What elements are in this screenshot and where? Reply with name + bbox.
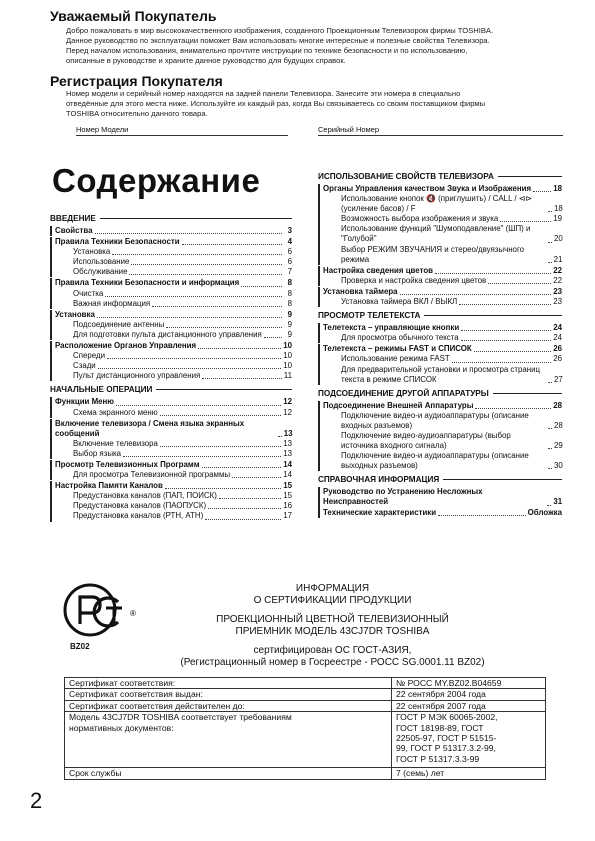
toc-entry[interactable] xyxy=(323,214,562,224)
registration-line: Номер модели и серийный номер находятся на задней панели Телевизора. Занесите эти номера в специально xyxy=(66,89,461,98)
toc-section-heading-text: СПРАВОЧНАЯ ИНФОРМАЦИЯ xyxy=(318,475,440,485)
serial-number-field[interactable] xyxy=(318,125,563,136)
toc-heading-rule xyxy=(424,315,562,316)
toc-dot-leader xyxy=(435,273,551,274)
cert-label: Срок службы xyxy=(65,768,392,779)
toc-entry[interactable] xyxy=(323,508,562,518)
toc-page-number: 14 xyxy=(283,470,292,480)
toc-page-number: 10 xyxy=(283,361,292,371)
toc-entry[interactable] xyxy=(55,351,292,361)
toc-entry[interactable] xyxy=(323,487,562,507)
toc-page-number: 22 xyxy=(553,275,562,285)
toc-dot-leader xyxy=(459,304,551,305)
toc-page-number: 7 xyxy=(287,267,292,277)
toc-dot-leader xyxy=(95,233,282,234)
registration-text xyxy=(66,89,581,119)
toc-dot-leader xyxy=(182,244,282,245)
toc-group xyxy=(50,397,292,417)
toc-entry-text: Правила Техники Безопасности xyxy=(55,237,180,247)
toc-entry-text: Для просмотра Телевизионной программы xyxy=(73,470,231,480)
intro-line: Перед началом использования, внимательно прочтите инструкции по технике безопасности и по использованию, xyxy=(66,46,468,55)
toc-page-number: 15 xyxy=(283,491,292,501)
toc-dot-leader xyxy=(202,378,281,379)
toc-heading-rule xyxy=(493,393,562,394)
cert-label: Сертификат соответствия выдан: xyxy=(65,689,392,700)
intro-line: Добро пожаловать в мир высококачественного изображения, созданного Проекционным Телевизором фирмы TOSHIBA. xyxy=(66,26,494,35)
toc-entry[interactable] xyxy=(55,267,292,277)
toc-page-number: 8 xyxy=(287,288,292,298)
toc-entry[interactable] xyxy=(323,431,562,451)
toc-dot-leader xyxy=(548,468,552,469)
cert-product: ПРОЕКЦИОННЫЙ ЦВЕТНОЙ ТЕЛЕВИЗИОННЫЙ xyxy=(216,614,449,625)
toc-entry-text: Настройка Памяти Каналов xyxy=(55,481,163,491)
toc-section-heading xyxy=(318,171,562,182)
toc-entry[interactable] xyxy=(55,310,292,320)
model-number-label: Номер Модели xyxy=(76,125,129,134)
toc-group xyxy=(50,237,292,277)
toc-entry[interactable] xyxy=(55,361,292,371)
toc-group xyxy=(318,344,562,384)
intro-text xyxy=(66,26,576,66)
toc-entry-text: Установка xyxy=(55,309,95,319)
toc-entry-text: Просмотр Телевизионных Программ xyxy=(55,459,200,469)
toc-page-number: 3 xyxy=(287,226,292,235)
toc-dot-leader xyxy=(160,446,281,447)
toc-entry-text: Правила Техники Безопасности и информация xyxy=(55,278,240,288)
toc-entry-text: Установка таймера ВКЛ / ВЫКЛ xyxy=(341,297,458,307)
toc-entry-text: Очистка xyxy=(73,288,104,298)
toc-dot-leader xyxy=(278,436,282,437)
toc-dot-leader xyxy=(500,221,551,222)
toc-section-heading xyxy=(318,310,562,321)
toc-group xyxy=(50,226,292,236)
toc-entry-text: Подключение видео-аудиоаппаратуры (выбор источника входного сигнала) xyxy=(341,430,511,451)
toc-section-heading-text: НАЧАЛЬНЫЕ ОПЕРАЦИИ xyxy=(50,385,153,395)
toc-page-number: 15 xyxy=(283,481,292,491)
toc-entry-text: Телетекста – режимы FAST и СПИСОК xyxy=(323,344,472,354)
toc-entry[interactable] xyxy=(55,299,292,309)
toc-dot-leader xyxy=(165,488,281,489)
toc-group xyxy=(318,323,562,343)
toc-page-number: 29 xyxy=(554,441,563,451)
toc-dot-leader xyxy=(129,274,282,275)
toc-dot-leader xyxy=(548,448,552,449)
toc-right-column xyxy=(318,168,562,519)
toc-entry[interactable] xyxy=(55,257,292,267)
table-row xyxy=(65,768,546,779)
cert-value: 22 сентября 2007 года xyxy=(392,700,546,711)
toc-entry-text: Важная информация xyxy=(73,298,151,308)
toc-entry[interactable] xyxy=(323,365,562,385)
table-row xyxy=(65,712,546,768)
toc-dot-leader xyxy=(202,467,282,468)
toc-entry[interactable] xyxy=(55,397,292,407)
toc-dot-leader xyxy=(97,317,282,318)
toc-page-number: 30 xyxy=(554,461,563,471)
toc-page-number: 6 xyxy=(287,257,292,267)
toc-entry[interactable] xyxy=(55,460,292,470)
toc-dot-leader xyxy=(488,283,551,284)
toc-entry-text: Расположение Органов Управления xyxy=(55,341,197,351)
toc-entry[interactable] xyxy=(323,297,562,307)
cert-value: 7 (семь) лет xyxy=(392,768,546,779)
toc-entry-text: Предустановка каналов (РТН, АТН) xyxy=(73,511,204,521)
toc-heading-rule xyxy=(443,479,562,480)
toc-entry-text: Включение телевизора / Смена языка экранных сообщений xyxy=(55,418,245,438)
toc-entry-text: Установка таймера xyxy=(323,286,398,296)
toc-entry-text: Руководство по Устранению Несложных Неисправностей xyxy=(323,487,483,507)
toc-entry-text: Предустановка каналов (ПАП, ПОИСК) xyxy=(73,491,217,501)
cert-label: Модель 43CJ7DR TOSHIBA соответствует требованиям нормативных документов: xyxy=(65,712,392,768)
toc-page-number: 18 xyxy=(554,204,563,214)
toc-group xyxy=(50,278,292,308)
toc-dot-leader xyxy=(461,340,552,341)
toc-dot-leader xyxy=(116,405,281,406)
toc-entry[interactable] xyxy=(55,226,292,236)
svg-text:®: ® xyxy=(130,609,136,618)
toc-entry-text: Выбор РЕЖИМ ЗВУЧАНИЯ и стерео/двуязычного режима xyxy=(341,244,525,264)
toc-entry[interactable] xyxy=(55,408,292,418)
toc-page-number: 28 xyxy=(553,400,562,410)
toc-entry[interactable] xyxy=(55,470,292,480)
toc-section-heading xyxy=(50,213,292,224)
toc-page-number: 26 xyxy=(553,354,562,364)
toc-entry[interactable] xyxy=(323,194,562,214)
toc-dot-leader xyxy=(547,505,551,506)
toc-section-heading-text: ИСПОЛЬЗОВАНИЕ СВОЙСТВ ТЕЛЕВИЗОРА xyxy=(318,172,494,181)
toc-group xyxy=(50,310,292,340)
toc-entry-text: Настройка сведения цветов xyxy=(323,265,434,275)
table-row xyxy=(65,678,546,689)
toc-dot-leader xyxy=(241,286,282,287)
toc-dot-leader xyxy=(160,415,282,416)
toc-group xyxy=(318,287,562,307)
toc-page-number: 10 xyxy=(283,351,292,361)
registration-line: отведённые для этого места ниже. Используйте их каждый раз, когда Вы связываетесь со своим поставщиком фирмы xyxy=(66,99,486,108)
toc-page-number: 21 xyxy=(553,254,563,264)
toc-group xyxy=(318,487,562,517)
toc-dot-leader xyxy=(474,351,551,352)
toc-page-number: 22 xyxy=(553,265,562,275)
table-row xyxy=(65,700,546,711)
toc-entry[interactable] xyxy=(55,330,292,340)
toc-group xyxy=(50,460,292,480)
toc-section-heading xyxy=(318,388,562,399)
toc-page-number: 9 xyxy=(287,309,292,319)
toc-page-number: 13 xyxy=(283,448,292,458)
toc-entry-text: Использование xyxy=(73,257,130,267)
cert-table xyxy=(64,677,546,780)
toc-dot-leader xyxy=(548,242,552,243)
toc-page-number: 20 xyxy=(554,234,563,244)
toc-dot-leader xyxy=(107,358,281,359)
toc-dot-leader xyxy=(98,368,282,369)
toc-dot-leader xyxy=(548,211,552,212)
toc-entry-text: Для просмотра обычного текста xyxy=(341,333,459,343)
toc-entry-text: Возможность выбора изображения и звука xyxy=(341,214,499,224)
toc-entry-text: Подсоединение Внешней Аппаратуры xyxy=(323,400,474,410)
toc-entry[interactable] xyxy=(55,341,292,351)
intro-line: Данное руководство по эксплуатации поможет Вам использовать многие интересные и полезные свойства Телевизора. xyxy=(66,36,490,45)
toc-entry[interactable] xyxy=(55,511,292,521)
intro-title: Уважаемый Покупатель xyxy=(50,8,217,24)
toc-page-number: 9 xyxy=(287,319,292,329)
toc-entry[interactable] xyxy=(323,287,562,297)
toc-entry[interactable] xyxy=(323,245,562,265)
toc-entry-text: Функции Меню xyxy=(55,397,115,407)
cert-value: 22 сентября 2004 года xyxy=(392,689,546,700)
toc-page-number: 24 xyxy=(553,323,562,333)
toc-dot-leader xyxy=(264,337,282,338)
cert-product: ПРИЕМНИК МОДЕЛЬ 43CJ7DR TOSHIBA xyxy=(235,626,430,637)
cert-label: Сертификат соответствия: xyxy=(65,678,392,689)
cert-heading: О СЕРТИФИКАЦИИ ПРОДУКЦИИ xyxy=(253,595,412,606)
toc-dot-leader xyxy=(461,330,551,331)
toc-dot-leader xyxy=(548,382,552,383)
toc-entry-text: Свойства xyxy=(55,226,93,235)
toc-group xyxy=(50,341,292,381)
toc-page-number: 27 xyxy=(554,374,563,384)
toc-page-number: 14 xyxy=(283,459,292,469)
toc-entry-text: Подключение видео-и аудиоаппаратуры (описание входных разъемов) xyxy=(341,410,529,430)
toc-entry[interactable] xyxy=(323,323,562,333)
toc-page-number: 17 xyxy=(283,511,292,521)
toc-dot-leader xyxy=(475,408,551,409)
toc-entry[interactable] xyxy=(323,333,562,343)
toc-page-number: 24 xyxy=(553,333,562,343)
toc-group xyxy=(50,419,292,459)
cert-value: ГОСТ Р МЭК 60065-2002, ГОСТ 18198-89, ГОСТ 22505-97, ГОСТ Р 51515-99, ГОСТ Р 51317.3.2-99, ГОСТ Р 51317.3.3-99 xyxy=(392,712,546,768)
toc-entry[interactable] xyxy=(55,481,292,491)
toc-entry-text: Выбор языка xyxy=(73,448,121,458)
toc-dot-leader xyxy=(232,477,281,478)
toc-dot-leader xyxy=(131,264,282,265)
toc-entry-text: Телетекста – управляющие кнопки xyxy=(323,323,460,333)
toc-page-number: 11 xyxy=(283,371,292,381)
toc-entry-text: Проверка и настройка сведения цветов xyxy=(341,275,487,285)
toc-page-number: 19 xyxy=(553,214,562,224)
toc-dot-leader xyxy=(548,428,552,429)
toc-entry[interactable] xyxy=(323,354,562,364)
toc-section-heading xyxy=(318,474,562,485)
toc-entry[interactable] xyxy=(323,276,562,286)
toc-entry[interactable] xyxy=(55,449,292,459)
toc-entry[interactable] xyxy=(55,501,292,511)
toc-page-number: 4 xyxy=(287,237,292,247)
toc-entry-text: Подключение видео-и аудиоаппаратуры (описание выходных разъемов) xyxy=(341,451,529,471)
toc-group xyxy=(318,401,562,472)
toc-page-number: 23 xyxy=(553,286,562,296)
toc-dot-leader xyxy=(533,191,551,192)
toc-dot-leader xyxy=(400,294,552,295)
toc-page-number: 31 xyxy=(553,497,563,507)
page-number: 2 xyxy=(30,788,43,813)
toc-section-heading-text: ПОДСОЕДИНЕНИЕ ДРУГОЙ АППАРАТУРЫ xyxy=(318,388,489,398)
toc-group xyxy=(50,481,292,521)
toc-entry[interactable] xyxy=(323,401,562,411)
toc-page-number: 8 xyxy=(287,298,292,308)
toc-dot-leader xyxy=(105,296,282,297)
toc-entry[interactable] xyxy=(55,278,292,288)
toc-page-number: 6 xyxy=(287,247,292,257)
toc-entry[interactable] xyxy=(323,224,562,244)
toc-entry[interactable] xyxy=(55,237,292,247)
toc-page-number: 16 xyxy=(283,501,292,511)
toc-left-column xyxy=(50,210,292,523)
toc-dot-leader xyxy=(123,456,281,457)
toc-entry-text: Подсоединение антенны xyxy=(73,319,165,329)
toc-page-number: Обложка xyxy=(527,507,562,517)
toc-page-number: 28 xyxy=(554,420,563,430)
toc-entry[interactable] xyxy=(323,411,562,431)
toc-entry[interactable] xyxy=(323,184,562,194)
model-number-field[interactable] xyxy=(76,125,288,136)
toc-entry-text: Схема экранного меню xyxy=(73,407,158,417)
toc-entry-text: Использование кнопок 🔇 (приглушить) / CALL / ⊲⊳ (усиление басов) / F xyxy=(341,194,532,214)
cert-certified-by: сертифицирован ОС ГОСТ-АЗИЯ, xyxy=(253,645,412,656)
toc-page-number: 12 xyxy=(283,397,292,407)
toc-page-number: 13 xyxy=(283,428,293,438)
toc-entry-text: Органы Управления качеством Звука и Изображения xyxy=(323,184,532,193)
toc-entry-text: Сзади xyxy=(73,361,96,371)
toc-entry-text: Установка xyxy=(73,247,111,257)
toc-dot-leader xyxy=(548,262,552,263)
toc-page-number: 9 xyxy=(287,329,292,339)
toc-entry[interactable] xyxy=(323,344,562,354)
toc-page-number: 8 xyxy=(287,278,292,288)
toc-entry-text: Пульт дистанционного управления xyxy=(73,371,201,381)
serial-number-label: Серийный Номер xyxy=(318,125,380,134)
cert-reg-number: (Регистрационный номер в Госреестре - РОСС SG.0001.11 BZ02) xyxy=(180,657,485,668)
toc-page-number: 18 xyxy=(553,184,562,193)
toc-heading-rule xyxy=(156,389,292,390)
toc-section-heading-text: ПРОСМОТР ТЕЛЕТЕКСТА xyxy=(318,311,421,321)
toc-group xyxy=(318,266,562,286)
toc-entry[interactable] xyxy=(55,439,292,449)
toc-group xyxy=(318,184,562,265)
toc-dot-leader xyxy=(208,508,281,509)
toc-page-number: 13 xyxy=(283,438,292,448)
toc-entry[interactable] xyxy=(55,491,292,501)
toc-section-heading xyxy=(50,384,292,395)
toc-dot-leader xyxy=(438,515,526,516)
cert-value: № РОСС MY.BZ02.B04659 xyxy=(392,678,546,689)
toc-section-heading-text: ВВЕДЕНИЕ xyxy=(50,214,96,223)
toc-entry[interactable] xyxy=(55,371,292,381)
toc-entry-text: Предустановка каналов (ПАОПУСК) xyxy=(73,501,207,511)
toc-page-number: 26 xyxy=(553,344,562,354)
toc-entry-text: Использование режима FAST xyxy=(341,354,450,364)
toc-dot-leader xyxy=(219,498,281,499)
toc-entry[interactable] xyxy=(323,266,562,276)
toc-dot-leader xyxy=(205,519,281,520)
toc-entry-text: Для предварительной установки и просмотра страниц текста в режиме СПИСОК xyxy=(341,364,541,384)
toc-entry[interactable] xyxy=(55,247,292,257)
cert-label: Сертификат соответствия действителен до: xyxy=(65,700,392,711)
toc-entry[interactable] xyxy=(55,320,292,330)
toc-entry-text: Использование функций "Шумоподавление" (ШП) и "Голубой" xyxy=(341,224,531,244)
toc-entry-text: Включение телевизора xyxy=(73,438,158,448)
logo-code: BZ02 xyxy=(70,642,90,651)
toc-entry-text: Для подготовки пульта дистанционного управления xyxy=(73,329,262,339)
toc-page-number: 23 xyxy=(553,297,562,307)
toc-entry[interactable] xyxy=(323,451,562,471)
toc-title: Содержание xyxy=(52,162,261,199)
toc-heading-rule xyxy=(498,176,562,177)
toc-dot-leader xyxy=(152,306,282,307)
toc-heading-rule xyxy=(100,218,292,219)
toc-entry-text: Технические характеристики xyxy=(323,507,437,517)
toc-dot-leader xyxy=(452,362,552,363)
toc-dot-leader xyxy=(112,254,282,255)
registration-line: TOSHIBA относительно данного товара. xyxy=(66,109,208,118)
toc-page-number: 10 xyxy=(283,341,292,351)
table-row xyxy=(65,689,546,700)
cert-heading: ИНФОРМАЦИЯ xyxy=(295,583,370,594)
toc-entry[interactable] xyxy=(55,419,292,439)
toc-dot-leader xyxy=(198,348,281,349)
toc-page-number: 12 xyxy=(283,407,292,417)
toc-entry-text: Обслуживание xyxy=(73,267,128,277)
toc-dot-leader xyxy=(166,327,282,328)
intro-line: описанные в руководстве и храните данное руководство для будущих справок. xyxy=(66,56,346,65)
registration-title: Регистрация Покупателя xyxy=(50,73,223,89)
toc-entry-text: Спереди xyxy=(73,351,105,361)
toc-entry[interactable] xyxy=(55,289,292,299)
